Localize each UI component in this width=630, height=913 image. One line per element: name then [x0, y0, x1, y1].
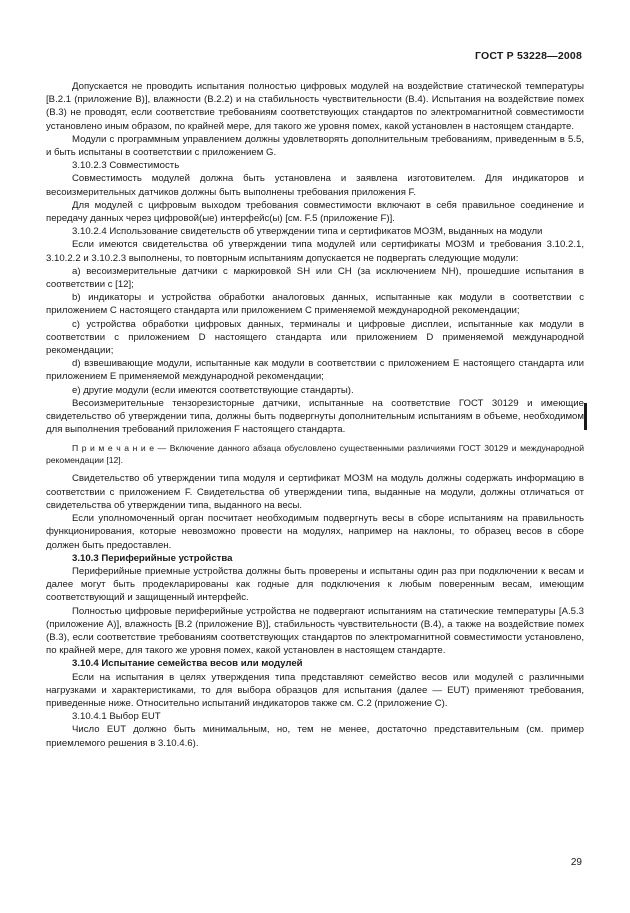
paragraph-eut-count: Число EUT должно быть минимальным, но, тем не менее, достаточно представительным (см. пример приемлемого решения в 3.10.4.6). [46, 724, 584, 749]
paragraph-digital-peripherals: Полностью цифровые периферийные устройства не подвергают испытаниям на статические температуры [А.5.3 (приложение А)], влажность [В.2 (приложение В)], стабильность чувствительности (В.4), а также на воздействие помех (В.3), если соответствие требованиям соответствующих стандартов по электромагнитной совместимости установлено, по крайней мере, для такого же уровня помех, какой установлен в настоящем стандарте. [46, 605, 584, 657]
list-item-a: а) весоизмерительные датчики с маркировкой SH или CH (за исключением NH), прошедшие испытания в соответствии с [12]; [46, 265, 584, 291]
page-number: 29 [570, 857, 582, 868]
list-item-c: с) устройства обработки цифровых данных, терминалы и цифровые дисплеи, испытанные как модули в соответствии с приложением D настоящего стандарта или приложением D применяемой международной рекомендации; [46, 318, 584, 357]
paragraph-software-controlled-modules: Модули с программным управлением должны удовлетворять дополнительным требованиям, приведенным в 5.5, и быть испытаны в соответствии с приложением G. [46, 133, 584, 159]
list-item-e: е) другие модули (если имеются соответствующие стандарты). [72, 384, 354, 396]
clause-heading-3-10-3: 3.10.3 Периферийные устройства [72, 552, 233, 564]
list-item-b: b) индикаторы и устройства обработки аналоговых данных, испытанные как модули в соответствии с приложением С настоящего стандарта или приложением С применяемой международной рекомендации; [46, 292, 584, 317]
paragraph-family-testing: Если на испытания в целях утверждения типа представляют семейство весов или модулей с различными нагрузками и характеристиками, то для выбора образцов для испытания (далее — EUT) применяют требования, приведенные ниже. Относительно испытаний индикаторов также см. С.2 (приложение С). [46, 671, 584, 709]
paragraph-strain-gauge-sensors: Весоизмерительные тензорезисторные датчики, испытанные на соответствие ГОСТ 30129 и имеющие свидетельство об утверждении типа, должны быть подвергнуты дополнительным испытаниям в объеме, необходимом для выполнения требований приложения F настоящего стандарта. [46, 397, 584, 436]
document-body [46, 80, 584, 750]
clause-heading-3-10-4: 3.10.4 Испытание семейства весов или модулей [72, 658, 303, 670]
paragraph-peripheral-receivers: Периферийные приемные устройства должны быть проверены и испытаны один раз при подключении к весам и далее могут быть продекларированы как годные для подключения к любым поверенным весам, имеющим соответствующий и защищенный интерфейс. [46, 565, 584, 604]
clause-heading-3-10-2-4: 3.10.2.4 Использование свидетельств об утверждении типа и сертификатов МОЗМ, выданных на модули [72, 226, 543, 238]
paragraph-digital-output-compatibility: Для модулей с цифровым выходом требования совместимости включают в себя правильное соединение и передачу данных через цифровой(ые) интерфейс(ы) [см. F.5 (приложение F)]. [46, 199, 584, 225]
paragraph-digital-modules-tests: Допускается не проводить испытания полностью цифровых модулей на воздействие статической температуры [В.2.1 (приложение В)], влажности (В.2.2) и на стабильность чувствительности (В.4). Испытания на воздействие помех (В.3) не проводят, если соответствие требованиям соответствующих стандартов по электромагнитной совместимости установлено иным образом, по крайней мере, для такого же уровня помех, какой установлен в настоящем стандарте. [46, 81, 584, 132]
paragraph-type-approval-certificate: Свидетельство об утверждении типа модуля и сертификат МОЗМ на модуль должны содержать информацию в соответствии с приложением F. Свидетельства об утверждении типа, выданные на модули, должны отличаться от свидетельства об утверждении типа, выданного на весы. [46, 473, 584, 511]
paragraph-compatibility: Совместимость модулей должна быть установлена и заявлена изготовителем. Для индикаторов и весоизмерительных датчиков должны быть выполнены требования приложения F. [46, 173, 584, 198]
standard-header: ГОСТ Р 53228—2008 [474, 50, 582, 62]
list-item-d: d) взвешивающие модули, испытанные как модули в соответствии с приложением Е настоящего стандарта или приложением Е применяемой международной рекомендации; [46, 358, 584, 383]
paragraph-authorized-body: Если уполномоченный орган посчитает необходимым подвергнуть весы в сборе испытаниям на правильность функционирования, которые невозможно провести на модулях, например на наклоны, то образец весов в сборе должен быть предоставлен. [46, 513, 584, 551]
note-paragraph: П р и м е ч а н и е — Включение данного абзаца обусловлено существенными различиями ГОСТ 30129 и международной рекомендации [12]. [46, 443, 584, 466]
clause-heading-3-10-4-1: 3.10.4.1 Выбор EUT [72, 711, 161, 723]
clause-heading-3-10-2-3: 3.10.2.3 Совместимость [72, 160, 180, 172]
paragraph-certificates-available: Если имеются свидетельства об утверждении типа модулей или сертификаты МОЗМ и требования 3.10.2.1, 3.10.2.2 и 3.10.2.3 выполнены, то повторным испытаниям допускается не подвергать следующие модули: [46, 239, 584, 264]
